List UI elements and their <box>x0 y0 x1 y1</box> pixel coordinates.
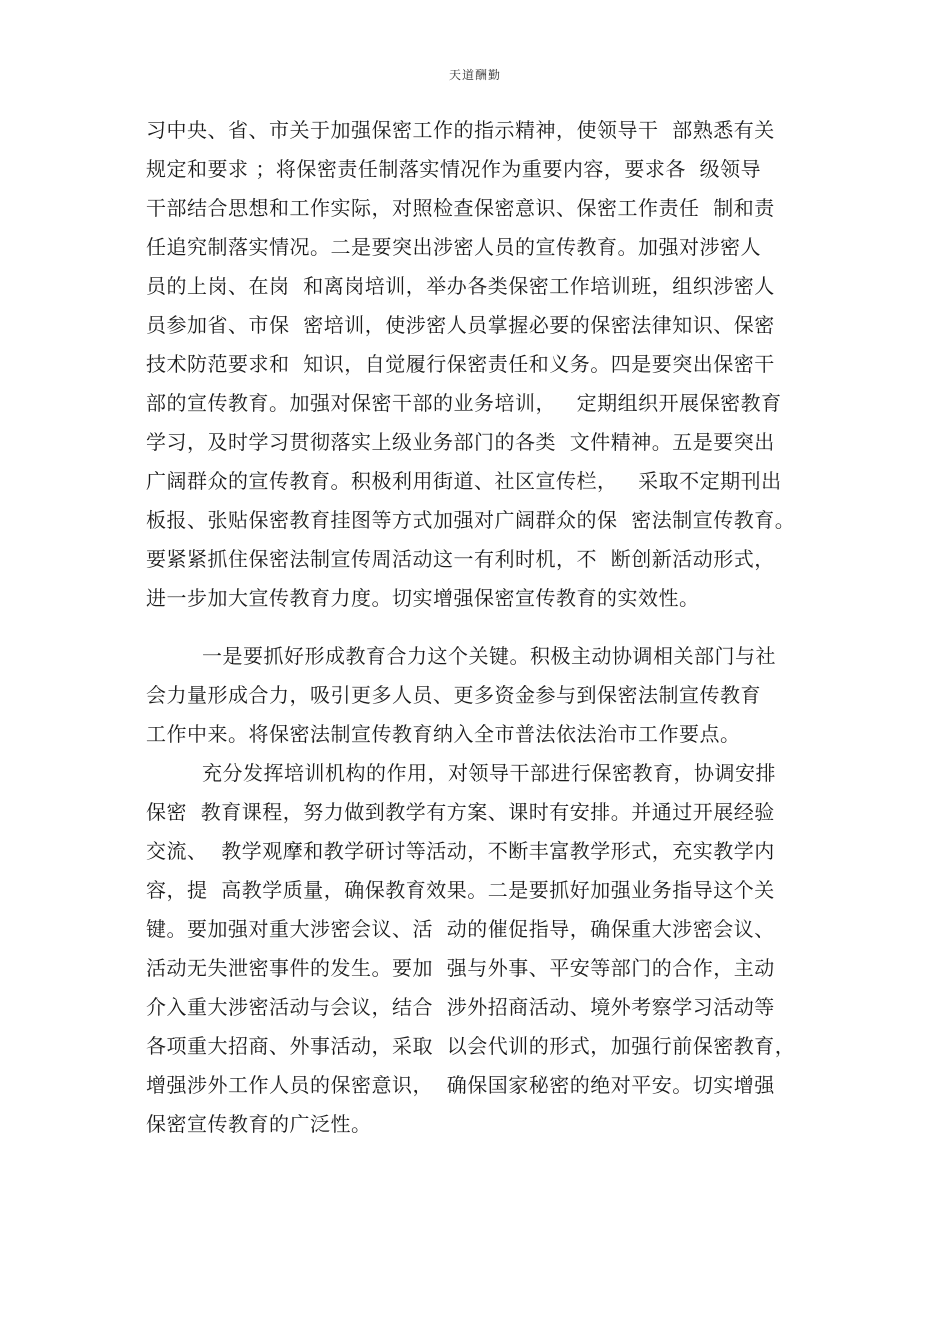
text-line: 规定和要求 ；将保密责任制落实情况作为重要内容，要求各 级领导 <box>146 157 762 181</box>
text-line: 要紧紧抓住保密法制宣传周活动这一有利时机，不 断创新活动形式， <box>146 547 775 571</box>
text-line: 增强涉外工作人员的保密意识， 确保国家秘密的绝对平安。切实增强 <box>146 1073 775 1097</box>
paragraph-education-synergy <box>146 637 826 754</box>
text-line: 进一步加大宣传教育力度。切实增强保密宣传教育的实效性。 <box>146 586 700 610</box>
paragraph-continuation <box>146 111 826 618</box>
text-line: 一是要抓好形成教育合力这个关键。积极主动协调相关部门与社 <box>202 644 776 668</box>
text-line: 员参加省、市保 密培训，使涉密人员掌握必要的保密法律知识、保密 <box>146 313 775 337</box>
text-line: 习中央、省、市关于加强保密工作的指示精神，使领导干 部熟悉有关 <box>146 118 775 142</box>
text-line: 充分发挥培训机构的作用，对领导干部进行保密教育，协调安排 <box>202 761 776 785</box>
text-line: 广阔群众的宣传教育。积极利用街道、社区宣传栏， 采取不定期刊出 <box>146 469 782 493</box>
text-line: 介入重大涉密活动与会议，结合 涉外招商活动、境外考察学习活动等 <box>146 995 775 1019</box>
text-line: 活动无失泄密事件的发生。要加 强与外事、平安等部门的合作，主动 <box>146 956 775 980</box>
text-line: 板报、张贴保密教育挂图等方式加强对广阔群众的保 密法制宣传教育。 <box>146 508 796 532</box>
text-line: 键。要加强对重大涉密会议、活 动的催促指导，确保重大涉密会议、 <box>146 917 775 941</box>
text-line: 会力量形成合力，吸引更多人员、更多资金参与到保密法制宣传教育 <box>146 683 761 707</box>
text-line: 学习，及时学习贯彻落实上级业务部门的各类 文件精神。五是要突出 <box>146 430 775 454</box>
text-line: 保密 教育课程，努力做到教学有方案、课时有安排。并通过开展经验 <box>146 800 775 824</box>
text-line: 部的宣传教育。加强对保密干部的业务培训， 定期组织开展保密教育 <box>146 391 782 415</box>
page-header: 天道酬勤 <box>448 68 501 82</box>
paragraph-training-institutions <box>146 754 826 1144</box>
text-line: 员的上岗、在岗 和离岗培训，举办各类保密工作培训班，组织涉密人 <box>146 274 775 298</box>
text-line: 保密宣传教育的广泛性。 <box>146 1112 372 1136</box>
text-line: 交流、 教学观摩和教学研讨等活动，不断丰富教学形式，充实教学内 <box>146 839 775 863</box>
text-line: 各项重大招商、外事活动，采取 以会代训的形式，加强行前保密教育， <box>146 1034 796 1058</box>
text-line: 技术防范要求和 知识，自觉履行保密责任和义务。四是要突出保密干 <box>146 352 775 376</box>
text-line: 容，提 高教学质量，确保教育效果。二是要抓好加强业务指导这个关 <box>146 878 775 902</box>
text-line: 任追究制落实情况。二是要突出涉密人员的宣传教育。加强对涉密人 <box>146 235 761 259</box>
text-line: 工作中来。将保密法制宣传教育纳入全市普法依法治市工作要点。 <box>146 722 741 746</box>
text-line: 干部结合思想和工作实际，对照检查保密意识、保密工作责任 制和责 <box>146 196 775 220</box>
